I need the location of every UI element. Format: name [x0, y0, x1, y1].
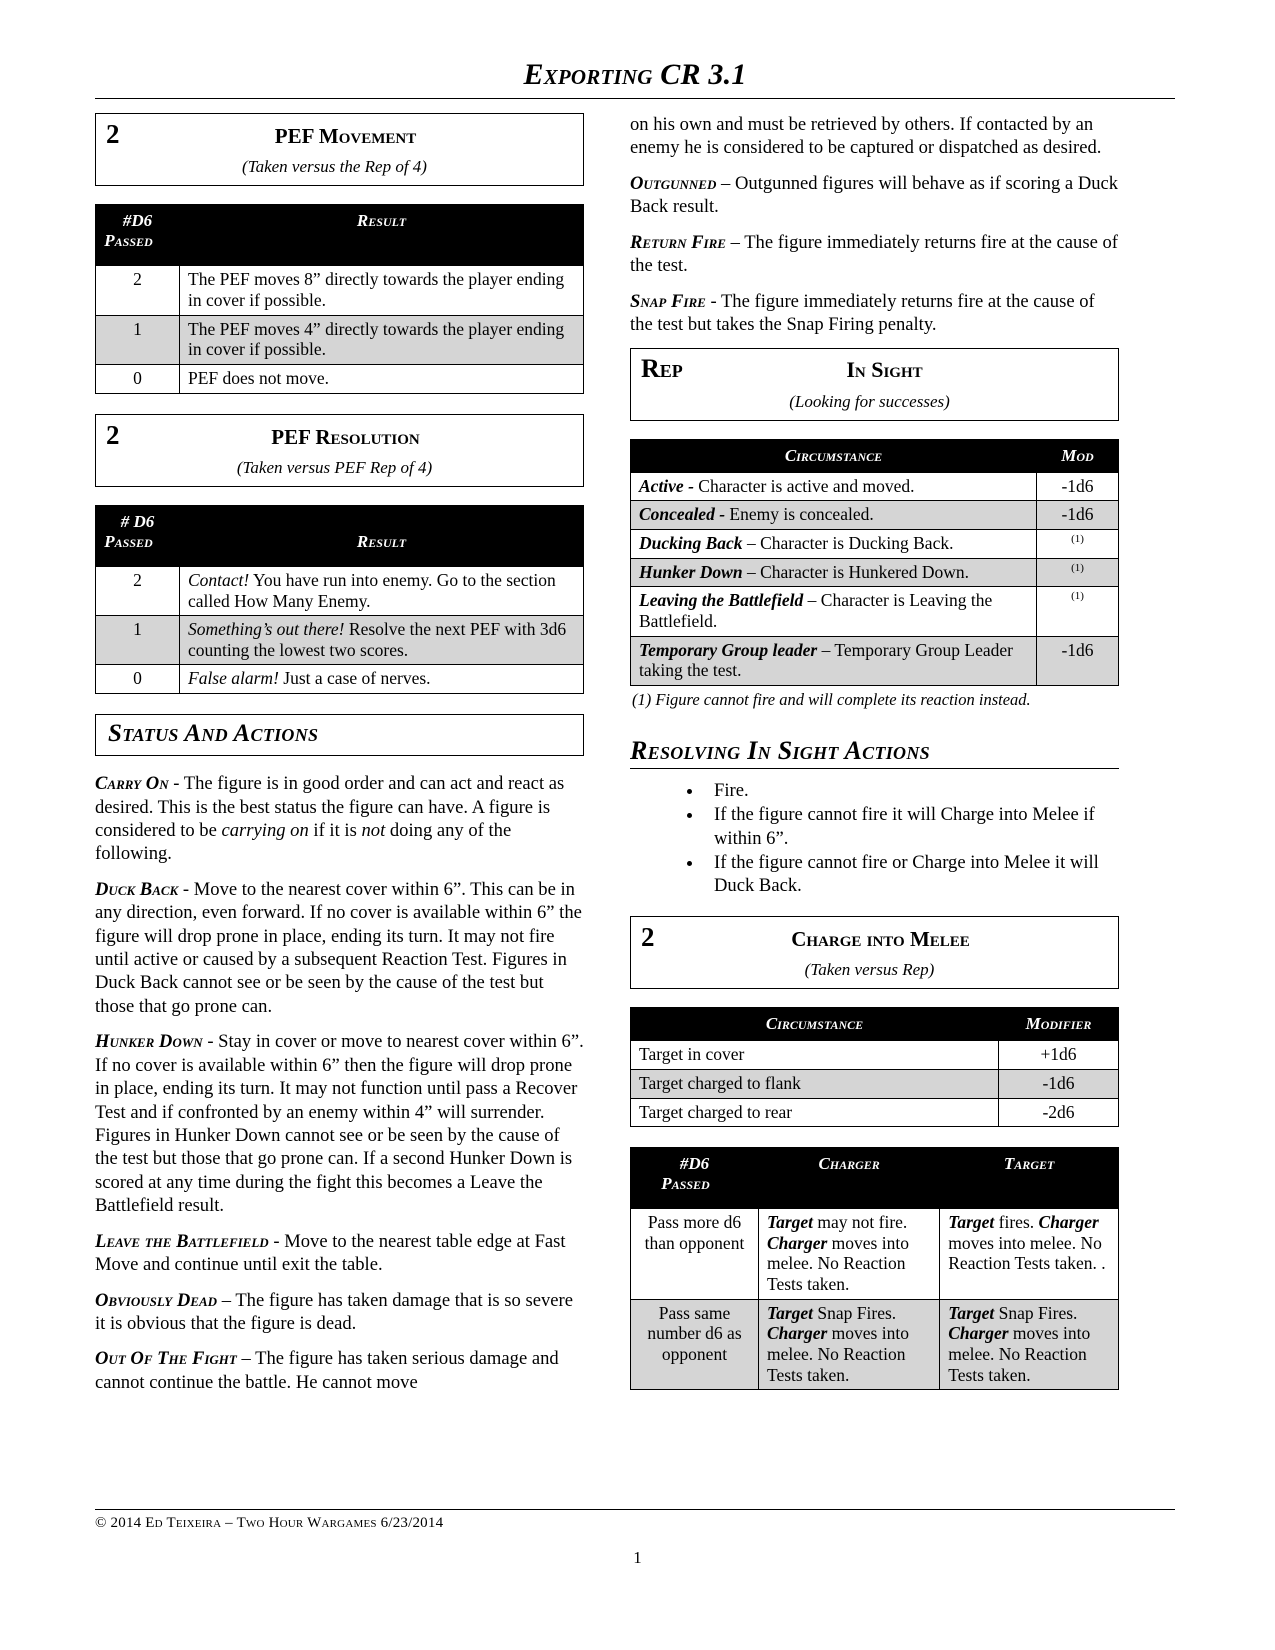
target-bold-1: Target	[948, 1302, 995, 1323]
mod-footnote-marker: (1)	[1071, 533, 1084, 546]
col-header-d6-passed: #D6 Passed	[96, 205, 180, 266]
entry-text: Move to the nearest cover within 6”. This can be in any direction, even forward. If no cover is available within 6” the figure will drop prone in place, ending its turn. It may not fire until active or caused by a subsequent Reaction Test. Figures in Duck Back cannot see or be seen by the cause of the test but those that go prone can.	[95, 878, 582, 1017]
table-row	[631, 529, 1119, 558]
table-row	[631, 1098, 1119, 1127]
cell-mod	[1037, 587, 1119, 636]
cell-circumstance	[631, 558, 1037, 587]
in-sight-table	[630, 439, 1119, 686]
circumstance-text: – Temporary Group Leader taking the test.	[639, 639, 1013, 681]
col-header-circumstance: Circumstance	[631, 1008, 999, 1041]
col-header-d6-passed: #D6 Passed	[631, 1148, 759, 1209]
footer-divider	[95, 1509, 1175, 1510]
target-bold-2: Charger	[948, 1323, 1009, 1344]
table-row	[631, 1069, 1119, 1098]
result-text: You have run into enemy. Go to the section called How Many Enemy.	[188, 569, 556, 611]
term-separator: –	[217, 1289, 236, 1311]
entry-return-fire	[630, 231, 1119, 278]
table-row	[96, 566, 584, 615]
cell-d6: 0	[96, 364, 180, 393]
table-row	[631, 587, 1119, 636]
charge-result-table	[630, 1147, 1119, 1390]
two-column-body	[95, 113, 1175, 1410]
term-label: Out Of The Fight	[95, 1348, 237, 1370]
cell-circumstance: Target charged to flank	[631, 1069, 999, 1098]
pef-movement-table	[95, 204, 584, 393]
term-label: Snap Fire	[630, 290, 706, 312]
cell-modifier: -2d6	[999, 1098, 1119, 1127]
term-label: Leave the Battlefield	[95, 1230, 269, 1252]
circumstance-term: Temporary Group leader	[639, 639, 818, 660]
table-row	[96, 616, 584, 665]
cell-mod	[1037, 636, 1119, 685]
circumstance-text: Enemy is concealed.	[725, 504, 874, 525]
charger-text-2: moves into melee. No Reaction Tests taken.	[767, 1323, 909, 1385]
cell-d6: 2	[96, 566, 180, 615]
pef-resolution-subtitle: (Taken versus PEF Rep of 4)	[236, 457, 433, 477]
table-header-row	[631, 1008, 1119, 1041]
cell-charger	[759, 1299, 940, 1390]
cell-d6: 1	[96, 315, 180, 364]
list-item: • Fire.	[704, 779, 1119, 802]
in-sight-name: In Sight	[846, 357, 923, 383]
charger-bold-1: Target	[767, 1212, 814, 1233]
col-header-mod: Mod	[1037, 439, 1119, 472]
circumstance-term: Active -	[639, 475, 694, 496]
target-bold-2: Charger	[1038, 1212, 1099, 1233]
cell-d6: 1	[96, 616, 180, 665]
entry-carry-on: Carry On - The figure is in good order and can act and react as desired. This is the best status the figure can have. A figure is considered to be carrying on if it is not doing any of the following.	[95, 773, 565, 865]
cell-result: The PEF moves 8” directly towards the player ending in cover if possible.	[180, 266, 584, 315]
result-text: Just a case of nerves.	[278, 668, 431, 689]
col-header-result: Result	[180, 505, 584, 566]
list-item: • If the figure cannot fire it will Charge into Melee if within 6”.	[704, 803, 1119, 850]
charge-into-melee-name: Charge into Melee	[791, 926, 970, 951]
pef-resolution-table	[95, 505, 584, 694]
entry-text: Stay in cover or move to nearest cover within 6”. If no cover is available within 6” then the figure will drop prone in place, ending its turn. It may not function until pass a Recover Test and if confronted by an enemy within 4” will surrender. Figures in Hunker Down cannot see or be seen by the cause of the test but those that go prone can. If a second Hunker Down is scored at any time during the fight this becomes a Leave the Battlefield result.	[95, 1031, 584, 1217]
circumstance-term: Ducking Back	[639, 532, 743, 553]
cell-circumstance: Target charged to rear	[631, 1098, 999, 1127]
term-separator: -	[178, 878, 194, 900]
resolving-heading-divider	[630, 768, 1119, 769]
term-label: Hunker Down	[95, 1031, 203, 1053]
cell-d6: 2	[96, 266, 180, 315]
in-sight-test-header	[630, 348, 1119, 420]
table-row	[96, 364, 584, 393]
right-column	[630, 113, 1119, 1410]
cell-target	[940, 1209, 1119, 1300]
entry-snap-fire	[630, 290, 1119, 337]
mod-value: -1d6	[1061, 475, 1094, 496]
term-separator: -	[168, 773, 184, 795]
term-separator: –	[725, 231, 745, 253]
cell-circumstance: Target in cover	[631, 1041, 999, 1070]
entry-hunker-down	[95, 1030, 584, 1217]
term-label: Duck Back	[95, 878, 179, 900]
col-header-charger: Charger	[759, 1148, 940, 1209]
circumstance-term: Hunker Down	[639, 561, 743, 582]
pef-resolution-name: PEF Resolution	[271, 424, 420, 449]
entry-text: The figure has taken serious damage and cannot continue the battle. He cannot move	[95, 1348, 559, 1393]
charge-into-melee-test-header	[630, 916, 1119, 989]
cell-result	[180, 616, 584, 665]
entry-outgunned	[630, 172, 1119, 219]
entry-text: Outgunned figures will behave as if scoring a Duck Back result.	[630, 172, 1119, 218]
cell-result	[180, 566, 584, 615]
term-separator: -	[202, 1031, 219, 1053]
col-header-d6-passed: # D6 Passed	[96, 505, 180, 566]
resolving-in-sight-heading: Resolving In Sight Actions	[630, 735, 930, 765]
page-footer	[95, 1501, 1175, 1532]
col-header-result: Result	[180, 205, 584, 266]
pef-movement-test-header	[95, 113, 584, 186]
cell-modifier: -1d6	[999, 1069, 1119, 1098]
target-text-2: moves into melee. No Reaction Tests taken.	[948, 1323, 1091, 1385]
cell-mod	[1037, 529, 1119, 558]
table-row	[631, 558, 1119, 587]
table-row	[631, 636, 1119, 685]
status-and-actions-heading: Status And Actions	[95, 714, 584, 756]
entry-text: The figure immediately returns fire at the cause of the test but takes the Snap Firing penalty.	[630, 290, 1095, 335]
table-header-row	[96, 505, 584, 566]
charger-bold-2: Charger	[767, 1232, 828, 1253]
target-text-1: fires.	[994, 1212, 1035, 1233]
resolving-bullet-list	[630, 779, 1119, 898]
cell-circumstance	[631, 529, 1037, 558]
charger-bold-2: Charger	[767, 1323, 828, 1344]
table-header-row	[631, 439, 1119, 472]
pef-movement-name: PEF Movement	[274, 124, 417, 148]
result-lead: Contact!	[188, 569, 250, 590]
entry-text: The figure has taken damage that is so severe it is obvious that the figure is dead.	[95, 1289, 573, 1334]
target-text-1: Snap Fires.	[994, 1302, 1078, 1323]
cell-circumstance	[631, 501, 1037, 530]
table-row	[96, 315, 584, 364]
result-lead: Something’s out there!	[188, 619, 345, 640]
target-text-2: moves into melee. No Reaction Tests taken. .	[948, 1232, 1106, 1274]
charger-text-2: moves into melee. No Reaction Tests taken.	[767, 1232, 909, 1295]
table-row	[631, 1209, 1119, 1300]
cell-mod	[1037, 501, 1119, 530]
header-divider	[95, 98, 1175, 99]
entry-obviously-dead	[95, 1289, 584, 1336]
table-header-row	[96, 205, 584, 266]
target-bold-1: Target	[948, 1212, 995, 1233]
col-header-modifier: Modifier	[999, 1008, 1119, 1041]
cell-result	[180, 665, 584, 694]
cell-charger	[759, 1209, 940, 1300]
cell-mod	[1037, 472, 1119, 501]
in-sight-rep-label: Rep	[641, 354, 683, 384]
term-separator: –	[716, 172, 735, 194]
page-title: Exporting CR 3.1	[523, 58, 747, 91]
term-label: Carry On	[95, 773, 169, 795]
charge-into-melee-subtitle: (Taken versus Rep)	[804, 960, 935, 980]
table-row	[96, 266, 584, 315]
circumstance-text: – Character is Hunkered Down.	[742, 561, 970, 582]
entry-text: Move to the nearest table edge at Fast Move and continue until exit the table.	[95, 1230, 566, 1276]
entry-text: The figure immediately returns fire at the cause of the test.	[630, 231, 1118, 277]
cell-d6-passed: Pass more d6 than opponent	[631, 1209, 759, 1300]
cell-circumstance	[631, 472, 1037, 501]
mod-footnote-marker: (1)	[1071, 590, 1084, 603]
charger-bold-1: Target	[767, 1302, 814, 1323]
table-row	[96, 665, 584, 694]
table-row	[631, 501, 1119, 530]
circumstance-text: – Character is Ducking Back.	[742, 532, 954, 553]
pef-resolution-test-header	[95, 414, 584, 487]
list-item: • If the figure cannot fire or Charge into Melee it will Duck Back.	[704, 851, 1119, 898]
table-row	[631, 472, 1119, 501]
term-separator: -	[268, 1230, 285, 1252]
term-separator: –	[236, 1348, 256, 1370]
entry-leave-the-battlefield	[95, 1230, 584, 1277]
table-row	[631, 1299, 1119, 1390]
entry-duck-back	[95, 878, 584, 1019]
term-label: Obviously Dead	[95, 1289, 218, 1311]
result-text: Resolve the next PEF with 3d6 counting the lowest two scores.	[188, 619, 567, 660]
cell-modifier: +1d6	[999, 1041, 1119, 1070]
table-header-row	[631, 1148, 1119, 1209]
cell-target	[940, 1299, 1119, 1390]
in-sight-footnote: (1) Figure cannot fire and will complete its reaction instead.	[632, 689, 1031, 709]
pef-resolution-number: 2	[106, 419, 120, 450]
cell-result: The PEF moves 4” directly towards the player ending in cover if possible.	[180, 315, 584, 364]
pef-movement-subtitle: (Taken versus the Rep of 4)	[242, 157, 427, 177]
cell-circumstance	[631, 587, 1037, 636]
circumstance-term: Concealed -	[639, 504, 726, 525]
term-label: Return Fire	[630, 231, 726, 253]
table-row	[631, 1041, 1119, 1070]
col-header-circumstance: Circumstance	[631, 439, 1037, 472]
result-lead: False alarm!	[188, 668, 279, 689]
mod-value: -1d6	[1061, 639, 1094, 660]
circumstance-text: Character is active and moved.	[693, 475, 915, 496]
circumstance-term: Leaving the Battlefield	[639, 590, 804, 611]
col-header-target: Target	[940, 1148, 1119, 1209]
page-number: 1	[633, 1548, 642, 1567]
charger-text-1: Snap Fires.	[813, 1302, 897, 1323]
left-column	[95, 113, 584, 1406]
circumstance-text: – Character is Leaving the Battlefield.	[639, 590, 993, 631]
charger-text-1: may not fire.	[813, 1212, 908, 1233]
charge-modifier-table	[630, 1007, 1119, 1127]
cell-d6-passed: Pass same number d6 as opponent	[631, 1299, 759, 1390]
in-sight-subtitle: (Looking for successes)	[789, 391, 950, 411]
term-separator: -	[705, 290, 721, 312]
mod-value: -1d6	[1061, 504, 1094, 525]
cell-d6: 0	[96, 665, 180, 694]
pef-movement-number: 2	[106, 119, 120, 149]
mod-footnote-marker: (1)	[1071, 561, 1084, 574]
continuation-paragraph: on his own and must be retrieved by others. If contacted by an enemy he is considered to be captured or dispatched as desired.	[630, 114, 1102, 159]
footer-copyright: © 2014 Ed Teixeira – Two Hour Wargames 6/23/2014	[95, 1515, 444, 1531]
cell-mod	[1037, 558, 1119, 587]
term-label: Outgunned	[630, 172, 717, 194]
cell-circumstance	[631, 636, 1037, 685]
cell-result: PEF does not move.	[180, 364, 584, 393]
charge-into-melee-number: 2	[641, 921, 655, 952]
entry-out-of-the-fight	[95, 1347, 584, 1394]
